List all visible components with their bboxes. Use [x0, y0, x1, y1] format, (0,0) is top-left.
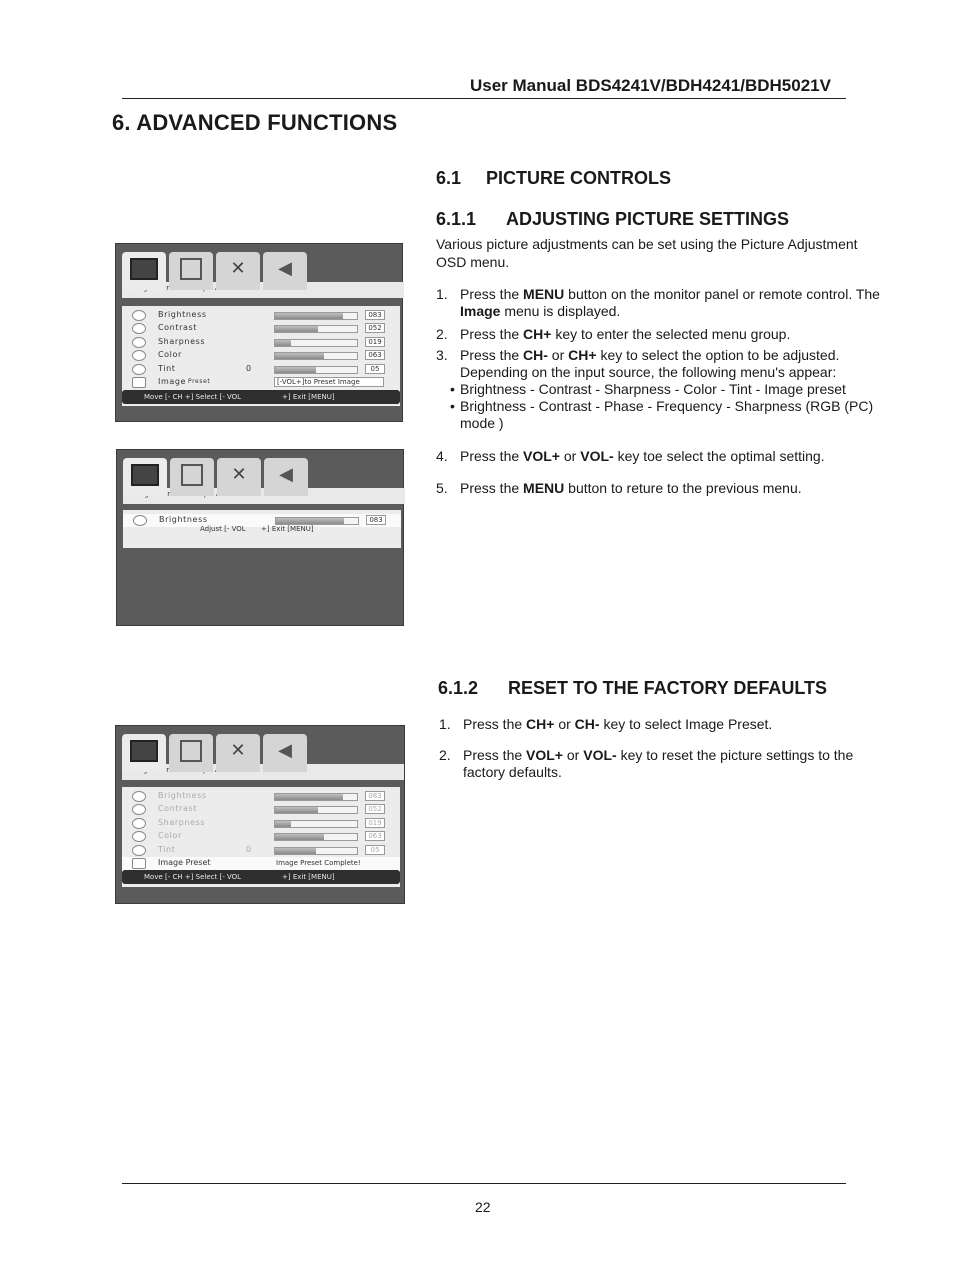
- level-value: 063: [365, 831, 385, 841]
- level-bar: [274, 312, 358, 320]
- footer-exit-hint: +] Exit [MENU]: [282, 873, 335, 881]
- section-number: 6.1.1: [436, 209, 477, 229]
- level-value: 019: [365, 818, 385, 828]
- row-label: Color: [158, 350, 182, 360]
- image-preset-row[interactable]: [122, 857, 400, 870]
- row-sublabel: Preset: [188, 378, 211, 385]
- level-bar-fill: [275, 807, 318, 813]
- section-number: 6.1: [436, 168, 462, 188]
- level-bar-fill: [276, 518, 344, 524]
- section-6-1-2-heading: [438, 678, 827, 699]
- level-bar: [274, 806, 358, 814]
- osd-screenshot-brightness-adjust: [116, 449, 404, 626]
- osd-footer-bar: [122, 390, 400, 404]
- level-bar: [275, 517, 359, 525]
- osd-setting-row[interactable]: [122, 803, 400, 816]
- section-6-1-heading: [436, 168, 671, 189]
- osd-setting-row[interactable]: [122, 349, 400, 362]
- level-bar-fill: [275, 326, 318, 332]
- step-item: 4. Press the VOL+ or VOL- key toe select the optimal setting.: [436, 448, 825, 464]
- section-title: PICTURE CONTROLS: [486, 168, 672, 188]
- level-value: 05: [365, 845, 385, 855]
- adjust-hint: Adjust [- VOL: [200, 525, 246, 533]
- osd-tab-bar: [123, 458, 303, 498]
- row-label: Brightness: [158, 791, 207, 800]
- level-bar-fill: [275, 794, 343, 800]
- footer-move-hint: Move [- CH +] Select [- VOL: [144, 873, 242, 881]
- row-label: Tint: [158, 363, 176, 373]
- osd-setting-row[interactable]: [122, 790, 400, 803]
- level-bar-fill: [275, 834, 324, 840]
- setup-tab-icon: ✕: [216, 252, 260, 290]
- level-bar-fill: [275, 340, 291, 346]
- menu-variant-bullet: • Brightness - Contrast - Phase - Frequency - Sharpness (RGB (PC) mode ): [450, 398, 874, 431]
- osd-footer-bar: [122, 870, 400, 884]
- osd-adjust-panel: [123, 510, 401, 548]
- footer-move-hint: Move [- CH +] Select [- VOL: [144, 393, 242, 401]
- level-bar-fill: [275, 821, 291, 827]
- osd-setting-row[interactable]: [122, 309, 400, 322]
- section-title: ADJUSTING PICTURE SETTINGS: [506, 209, 790, 229]
- row-label: Sharpness: [158, 336, 206, 346]
- level-bar: [274, 820, 358, 828]
- row-label: Contrast: [158, 323, 197, 333]
- level-value: 019: [365, 337, 385, 347]
- level-value: 083: [365, 791, 385, 801]
- level-value: 052: [365, 804, 385, 814]
- setting-icon: [132, 310, 146, 321]
- level-bar: [274, 339, 358, 347]
- setting-icon: [132, 350, 146, 361]
- screen-tab-icon: [169, 734, 213, 772]
- setting-icon: [132, 364, 146, 375]
- level-bar: [274, 847, 358, 855]
- setting-icon: [132, 845, 146, 856]
- preset-icon: [132, 377, 146, 388]
- row-label: Tint: [158, 844, 176, 854]
- setting-icon: [132, 337, 146, 348]
- osd-setting-row[interactable]: [122, 322, 400, 335]
- section-6-1-1-heading: [436, 209, 789, 230]
- level-bar: [274, 833, 358, 841]
- osd-setting-row[interactable]: [122, 844, 400, 857]
- setting-icon: [132, 831, 146, 842]
- level-value: 083: [366, 515, 386, 525]
- setup-tab-icon: ✕: [217, 458, 261, 496]
- image-tab-icon: [122, 734, 166, 772]
- screen-tab-icon: [170, 458, 214, 496]
- page-number: 22: [475, 1199, 491, 1215]
- chapter-title: 6. ADVANCED FUNCTIONS: [112, 110, 398, 135]
- setup-tab-icon: ✕: [216, 734, 260, 772]
- level-bar-fill: [275, 367, 316, 373]
- setting-icon: [132, 323, 146, 334]
- level-bar-fill: [275, 353, 324, 359]
- menu-variant-bullet: • Brightness - Contrast - Sharpness - Color - Tint - Image preset: [450, 381, 846, 397]
- osd-screenshot-image-menu: [115, 243, 403, 422]
- image-tab-icon: [122, 252, 166, 290]
- level-value: 05: [365, 364, 385, 374]
- preset-icon: [132, 858, 146, 869]
- row-extra-value: 0: [246, 363, 252, 373]
- header-divider: [122, 98, 846, 99]
- row-label: Image: [158, 377, 187, 386]
- osd-screenshot-image-preset: [115, 725, 405, 904]
- level-bar: [274, 352, 358, 360]
- row-label: Contrast: [158, 804, 197, 814]
- audio-tab-icon: ◀: [263, 734, 307, 772]
- level-value: 063: [365, 350, 385, 360]
- osd-setting-row[interactable]: [122, 830, 400, 843]
- document-header-title: User Manual BDS4241V/BDH4241/BDH5021V: [470, 76, 831, 95]
- setting-icon: [132, 804, 146, 815]
- step-item: 1. Press the CH+ or CH- key to select Image Preset.: [439, 716, 773, 732]
- osd-setting-row[interactable]: [122, 363, 400, 376]
- image-tab-icon: [123, 458, 167, 496]
- level-value: 052: [365, 323, 385, 333]
- step-item: 2. Press the CH+ key to enter the selected menu group.: [436, 326, 791, 342]
- screen-tab-icon: [169, 252, 213, 290]
- section-number: 6.1.2: [438, 678, 479, 698]
- intro-paragraph: Various picture adjustments can be set using the Picture Adjustment OSD menu.: [436, 236, 858, 270]
- level-bar: [274, 793, 358, 801]
- osd-tab-bar: [122, 734, 302, 774]
- level-bar: [274, 325, 358, 333]
- osd-setting-row[interactable]: [122, 336, 400, 349]
- level-bar: [274, 366, 358, 374]
- audio-tab-icon: ◀: [263, 252, 307, 290]
- row-label: Brightness: [158, 310, 207, 319]
- preset-status: Image Preset Complete!: [276, 859, 361, 867]
- brightness-icon: [133, 515, 147, 526]
- row-label: Sharpness: [158, 817, 206, 827]
- setting-icon: [132, 791, 146, 802]
- preset-hint: [-VOL+]to Preset Image: [274, 377, 384, 387]
- step-item: 1. Press the MENU button on the monitor panel or remote control. The Image menu is displayed.: [436, 286, 880, 319]
- osd-tab-bar: [122, 252, 302, 292]
- row-label: Image Preset: [158, 858, 211, 867]
- level-bar-fill: [275, 313, 343, 319]
- level-bar-fill: [275, 848, 316, 854]
- row-label: Brightness: [159, 515, 208, 524]
- image-preset-row[interactable]: [122, 376, 400, 389]
- exit-hint: +] Exit [MENU]: [261, 525, 314, 533]
- footer-exit-hint: +] Exit [MENU]: [282, 393, 335, 401]
- osd-setting-row[interactable]: [122, 817, 400, 830]
- steps-list-6-1-1: [436, 286, 886, 497]
- audio-tab-icon: ◀: [264, 458, 308, 496]
- setting-icon: [132, 818, 146, 829]
- step-item: 2. Press the VOL+ or VOL- key to reset the picture settings to the factory defaults.: [439, 747, 854, 780]
- steps-list-6-1-2: [439, 716, 889, 781]
- step-item: 3. Press the CH- or CH+ key to select the option to be adjusted. Depending on the input source, the following menu's appear:: [436, 347, 840, 380]
- footer-divider: [122, 1183, 846, 1184]
- section-title: RESET TO THE FACTORY DEFAULTS: [508, 678, 828, 698]
- step-item: 5. Press the MENU button to reture to the previous menu.: [436, 480, 802, 496]
- level-value: 083: [365, 310, 385, 320]
- row-label: Color: [158, 831, 182, 841]
- row-extra-value: 0: [246, 844, 252, 854]
